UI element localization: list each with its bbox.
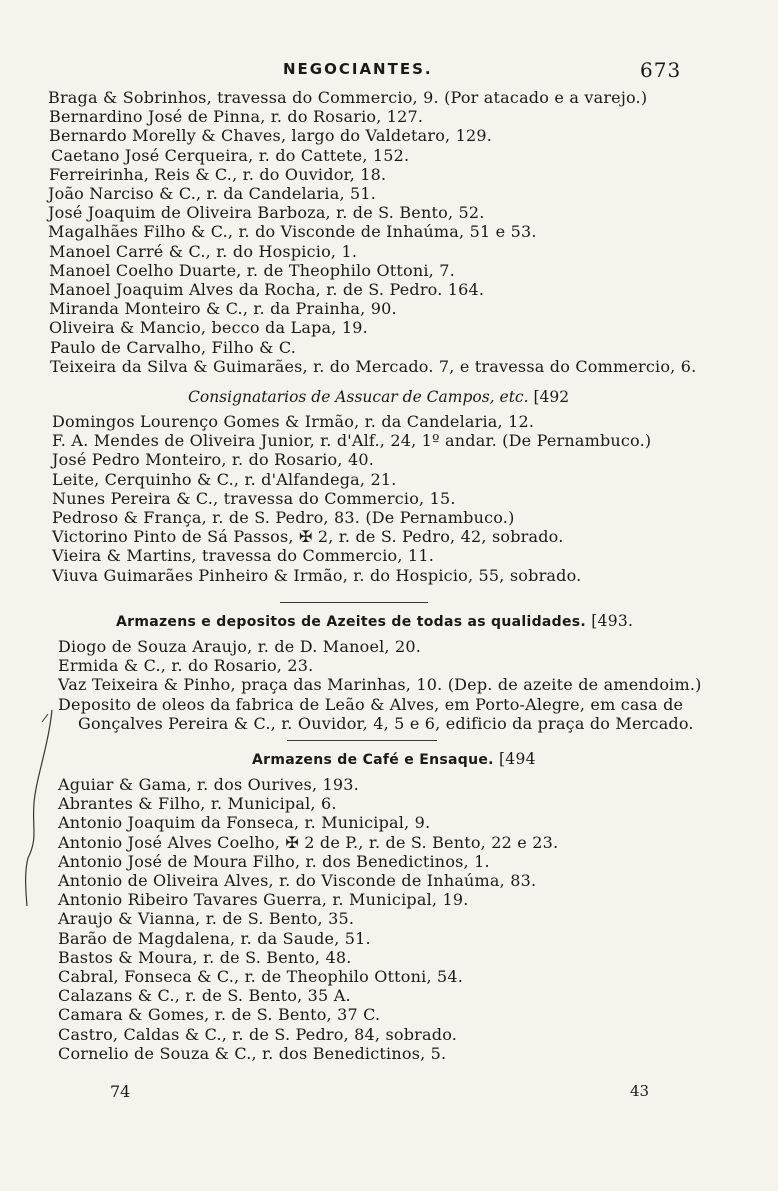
list-item: Manoel Coelho Duarte, r. de Theophilo Ottoni, 7. xyxy=(49,260,455,280)
list-item: José Pedro Monteiro, r. do Rosario, 40. xyxy=(52,450,374,470)
list-item: Antonio Joaquim da Fonseca, r. Municipal, 9. xyxy=(58,813,431,833)
section-divider xyxy=(287,740,437,741)
list-item: Diogo de Souza Araujo, r. de D. Manoel, 20. xyxy=(58,637,422,656)
list-item: Castro, Caldas & C., r. de S. Pedro, 84, sobrado. xyxy=(58,1024,458,1044)
list-item: Vaz Teixeira & Pinho, praça das Marinhas, 10. (Dep. de azeite de amendoim.) xyxy=(58,675,702,695)
list-item: Paulo de Carvalho, Filho & C. xyxy=(50,337,297,357)
list-item: José Joaquim de Oliveira Barboza, r. de S. Bento, 52. xyxy=(48,203,485,223)
list-item: Antonio Ribeiro Tavares Guerra, r. Municipal, 19. xyxy=(58,890,469,910)
signature-mark: 43 xyxy=(630,1082,650,1100)
list-item: Calazans & C., r. de S. Bento, 35 A. xyxy=(58,986,351,1006)
list-item: Viuva Guimarães Pinheiro & Irmão, r. do Hospicio, 55, sobrado. xyxy=(52,565,582,585)
list-item: Cornelio de Souza & C., r. dos Benedictinos, 5. xyxy=(58,1043,447,1063)
list-item: Deposito de oleos da fabrica de Leão & Alves, em Porto-Alegre, em casa de xyxy=(58,694,684,714)
list-item: Vieira & Martins, travessa do Commercio, 11. xyxy=(52,546,434,566)
merchant-list-azeites xyxy=(58,637,778,733)
list-item: Nunes Pereira & C., travessa do Commercio, 15. xyxy=(52,488,456,508)
list-item: Cabral, Fonseca & C., r. de Theophilo Ottoni, 54. xyxy=(58,967,464,987)
list-item: F. A. Mendes de Oliveira Junior, r. d'Alf., 24, 1º andar. (De Pernambuco.) xyxy=(52,431,652,451)
list-item: Victorino Pinto de Sá Passos, ✠ 2, r. de S. Pedro, 42, sobrado. xyxy=(52,527,564,547)
list-item: Barão de Magdalena, r. da Saude, 51. xyxy=(58,928,371,948)
section-divider xyxy=(280,602,428,603)
section-heading-text: Armazens de Café e Ensaque. xyxy=(252,752,494,768)
margin-pencil-mark xyxy=(18,708,58,908)
list-item: Leite, Cerquinho & C., r. d'Alfandega, 21. xyxy=(52,469,397,489)
list-item: Araujo & Vianna, r. de S. Bento, 35. xyxy=(58,909,355,929)
list-item: Aguiar & Gama, r. dos Ourives, 193. xyxy=(58,775,359,794)
merchant-list-cafe xyxy=(58,775,778,1063)
list-item: Bernardo Morelly & Chaves, largo do Valdetaro, 129. xyxy=(49,126,493,146)
section-heading-text: Consignatarios de Assucar de Campos, etc. xyxy=(188,388,529,406)
list-item: Domingos Lourenço Gomes & Irmão, r. da Candelaria, 12. xyxy=(52,412,535,431)
section-reference: [494 xyxy=(498,750,536,768)
list-item-continuation: Gonçalves Pereira & C., r. Ouvidor, 4, 5 e 6, edificio da praça do Mercado. xyxy=(78,713,694,733)
list-item: Braga & Sobrinhos, travessa do Commercio, 9. (Por atacado e a varejo.) xyxy=(48,88,648,107)
page-title: NEGOCIANTES. xyxy=(283,60,433,78)
list-item: Abrantes & Filho, r. Municipal, 6. xyxy=(58,794,337,814)
section-heading-text: Armazens e depositos de Azeites de todas as qualidades. xyxy=(116,614,587,630)
list-item: Bernardino José de Pinna, r. do Rosario, 127. xyxy=(49,107,424,127)
merchant-list-negociantes xyxy=(48,88,778,376)
list-item: João Narciso & C., r. da Candelaria, 51. xyxy=(48,184,377,204)
merchant-list-consignatarios xyxy=(52,412,778,585)
section-reference: [493. xyxy=(591,612,634,630)
list-item: Antonio José Alves Coelho, ✠ 2 de P., r. de S. Bento, 22 e 23. xyxy=(58,832,559,852)
list-item: Miranda Monteiro & C., r. da Prainha, 90. xyxy=(49,299,397,319)
list-item: Pedroso & França, r. de S. Pedro, 83. (De Pernambuco.) xyxy=(52,508,515,528)
section-reference: [492 xyxy=(533,388,570,406)
signature-mark: 74 xyxy=(110,1082,131,1101)
list-item: Magalhães Filho & C., r. do Visconde de Inhaúma, 51 e 53. xyxy=(48,222,537,242)
list-item: Caetano José Cerqueira, r. do Cattete, 152. xyxy=(51,145,410,165)
list-item: Manoel Carré & C., r. do Hospicio, 1. xyxy=(49,241,358,261)
list-item: Ferreirinha, Reis & C., r. do Ouvidor, 18. xyxy=(49,164,387,184)
list-item: Ermida & C., r. do Rosario, 23. xyxy=(58,656,314,676)
list-item: Manoel Joaquim Alves da Rocha, r. de S. Pedro. 164. xyxy=(49,280,485,300)
list-item: Camara & Gomes, r. de S. Bento, 37 C. xyxy=(58,1005,381,1025)
list-item: Antonio José de Moura Filho, r. dos Benedictinos, 1. xyxy=(58,851,490,871)
list-item: Antonio de Oliveira Alves, r. do Visconde de Inhaúma, 83. xyxy=(58,871,537,891)
page-number: 673 xyxy=(640,58,682,82)
page-header xyxy=(0,54,778,82)
list-item: Teixeira da Silva & Guimarães, r. do Mercado. 7, e travessa do Commercio, 6. xyxy=(50,356,697,376)
list-item: Bastos & Moura, r. de S. Bento, 48. xyxy=(58,947,352,967)
list-item: Oliveira & Mancio, becco da Lapa, 19. xyxy=(49,318,368,338)
